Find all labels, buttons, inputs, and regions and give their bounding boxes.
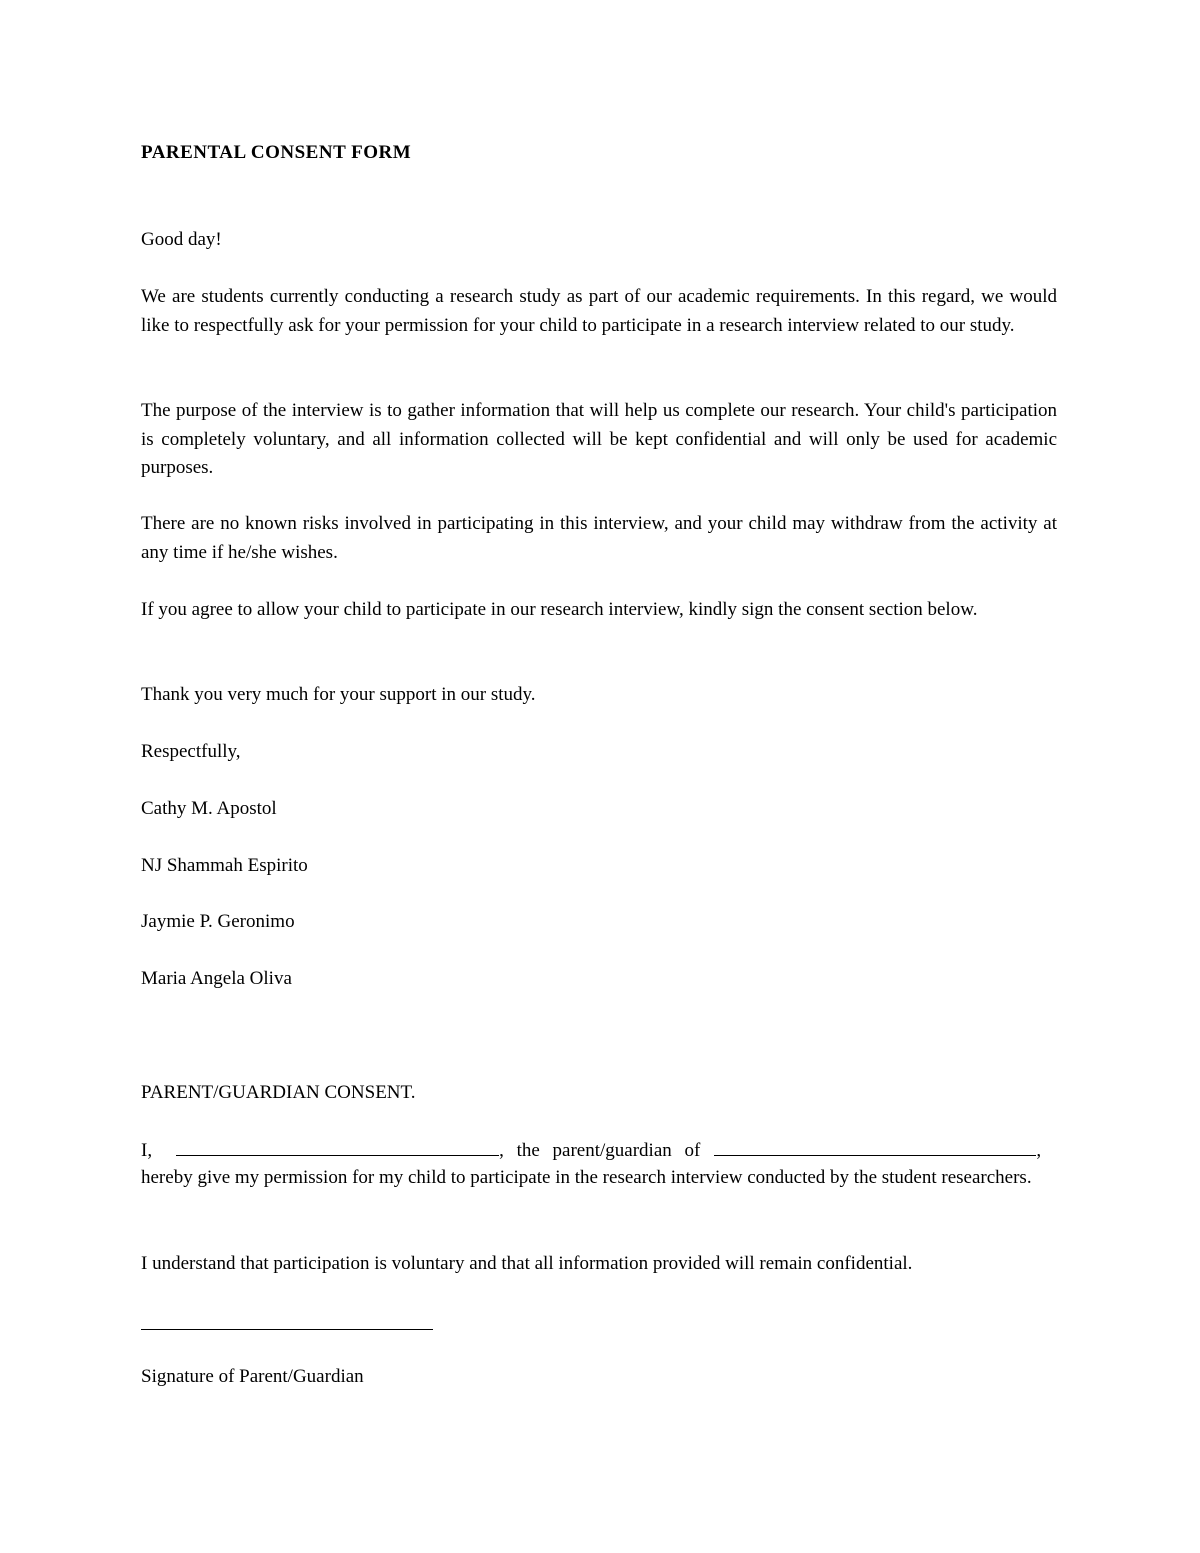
closing: Respectfully, bbox=[141, 741, 241, 762]
signature-label: Signature of Parent/Guardian bbox=[141, 1366, 364, 1387]
researcher-name: Maria Angela Oliva bbox=[141, 968, 292, 989]
consent-trail: , bbox=[1036, 1140, 1042, 1161]
paragraph-risks: There are no known risks involved in participating in this interview, and your child may withdraw from the activity at any time if he/she wishes. bbox=[141, 513, 1057, 563]
consent-heading: PARENT/GUARDIAN CONSENT. bbox=[141, 1082, 416, 1103]
paragraph-thanks: Thank you very much for your support in our study. bbox=[141, 684, 536, 705]
researcher-name: Cathy M. Apostol bbox=[141, 798, 277, 819]
greeting: Good day! bbox=[141, 229, 222, 250]
consent-statement-line bbox=[141, 1136, 1057, 1166]
researcher-name: NJ Shammah Espirito bbox=[141, 855, 308, 876]
child-name-blank[interactable] bbox=[714, 1136, 1036, 1156]
researcher-name: Jaymie P. Geronimo bbox=[141, 911, 295, 932]
consent-lead: I, bbox=[141, 1140, 153, 1161]
paragraph-agreement: If you agree to allow your child to participate in our research interview, kindly sign the consent section below. bbox=[141, 599, 978, 620]
document-title: PARENTAL CONSENT FORM bbox=[141, 142, 412, 163]
consent-understanding: I understand that participation is voluntary and that all information provided will remain confidential. bbox=[141, 1253, 913, 1274]
consent-continuation: hereby give my permission for my child to participate in the research interview conducted by the student researchers. bbox=[141, 1167, 1032, 1188]
parent-name-blank[interactable] bbox=[176, 1136, 499, 1156]
paragraph-intro: We are students currently conducting a research study as part of our academic requirements. In this regard, we would like to respectfully ask for your permission for your child to participate in a research interview related to our study. bbox=[141, 286, 1057, 336]
paragraph-purpose: The purpose of the interview is to gather information that will help us complete our research. Your child's participation is completely voluntary, and all information collected will be kept confidential and will only be used for academic purposes. bbox=[141, 400, 1057, 478]
consent-middle: , the parent/guardian of bbox=[499, 1140, 701, 1161]
signature-line[interactable] bbox=[141, 1329, 433, 1330]
